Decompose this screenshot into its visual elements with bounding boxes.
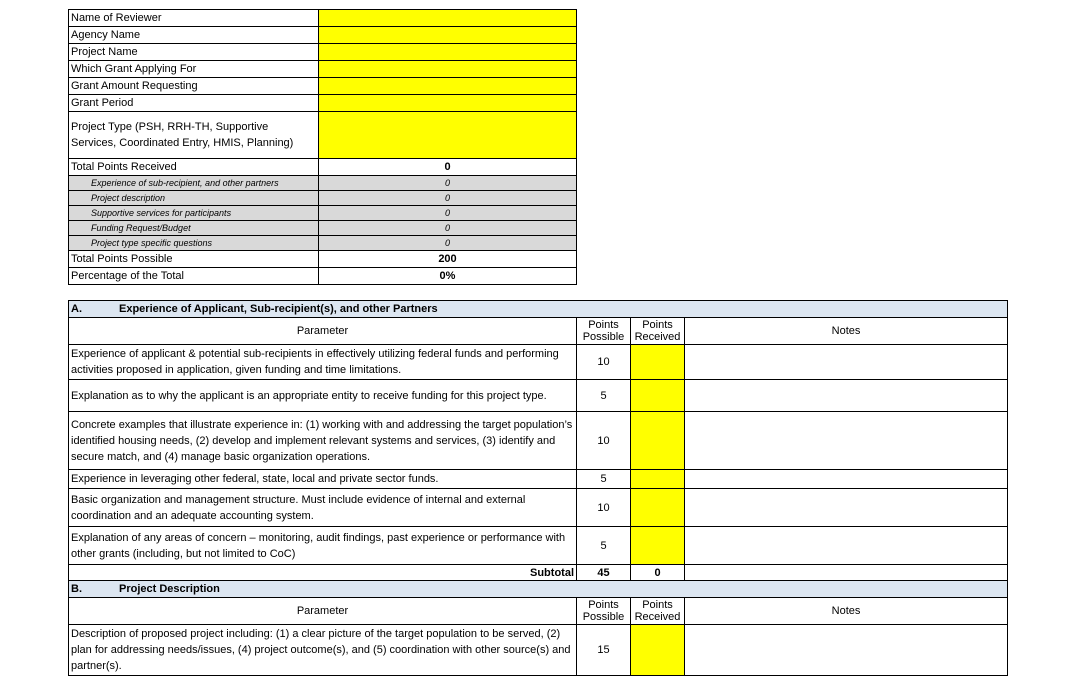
points-possible: 5 (577, 527, 631, 565)
breakdown-label: Supportive services for participants (69, 206, 319, 221)
field-label: Grant Amount Requesting (69, 78, 319, 95)
breakdown-row (69, 191, 577, 206)
subtotal-possible: 45 (577, 565, 631, 581)
column-header-row (69, 318, 1008, 345)
notes-input[interactable] (685, 489, 1008, 527)
notes-header: Notes (685, 598, 1008, 625)
field-label: Grant Period (69, 95, 319, 112)
points-possible-header: Points Possible (577, 318, 631, 345)
subtotal-received: 0 (631, 565, 685, 581)
notes-input[interactable] (685, 470, 1008, 489)
breakdown-value: 0 (319, 221, 577, 236)
criterion-text: Experience in leveraging other federal, state, local and private sector funds. (69, 470, 577, 489)
points-received-input[interactable] (631, 412, 685, 470)
breakdown-label: Experience of sub-recipient, and other partners (69, 176, 319, 191)
total-received-value: 0 (319, 159, 577, 176)
field-label: Project Name (69, 44, 319, 61)
project-name-field[interactable] (319, 44, 577, 61)
breakdown-row (69, 221, 577, 236)
section-letter: B. (71, 583, 82, 595)
notes-input[interactable] (685, 345, 1008, 380)
section-title: Experience of Applicant, Sub-recipient(s), and other Partners (119, 303, 438, 315)
subtotal-notes (685, 565, 1008, 581)
points-received-header: Points Received (631, 598, 685, 625)
summary-row-project-type (69, 112, 577, 159)
summary-row-reviewer (69, 10, 577, 27)
criterion-row (69, 527, 1008, 565)
total-possible-label: Total Points Possible (69, 251, 319, 268)
percentage-value: 0% (319, 268, 577, 285)
criterion-row (69, 489, 1008, 527)
breakdown-value: 0 (319, 176, 577, 191)
summary-row-grant (69, 61, 577, 78)
grant-period-field[interactable] (319, 95, 577, 112)
breakdown-value: 0 (319, 206, 577, 221)
summary-row-period (69, 95, 577, 112)
notes-input[interactable] (685, 412, 1008, 470)
percentage-label: Percentage of the Total (69, 268, 319, 285)
points-possible: 10 (577, 489, 631, 527)
summary-row-project (69, 44, 577, 61)
points-received-input[interactable] (631, 625, 685, 676)
section-letter: A. (71, 303, 82, 315)
points-received-input[interactable] (631, 470, 685, 489)
criterion-row (69, 380, 1008, 412)
breakdown-value: 0 (319, 236, 577, 251)
breakdown-row (69, 236, 577, 251)
field-label: Agency Name (69, 27, 319, 44)
criterion-text: Explanation of any areas of concern – monitoring, audit findings, past experience or performance with other grants (including, but not limited to CoC) (69, 527, 577, 565)
points-received-input[interactable] (631, 380, 685, 412)
summary-row-total-received (69, 159, 577, 176)
points-possible-header: Points Possible (577, 598, 631, 625)
points-received-input[interactable] (631, 527, 685, 565)
criterion-text: Experience of applicant & potential sub-recipients in effectively utilizing federal funds and performing activities proposed in application, given funding and time limitations. (69, 345, 577, 380)
breakdown-row (69, 176, 577, 191)
scoring-table (68, 300, 1008, 676)
summary-row-agency (69, 27, 577, 44)
points-possible: 5 (577, 470, 631, 489)
total-received-label: Total Points Received (69, 159, 319, 176)
column-header-row (69, 598, 1008, 625)
breakdown-row (69, 206, 577, 221)
breakdown-label: Funding Request/Budget (69, 221, 319, 236)
breakdown-value: 0 (319, 191, 577, 206)
criterion-row (69, 345, 1008, 380)
points-received-input[interactable] (631, 345, 685, 380)
summary-row-amount (69, 78, 577, 95)
points-possible: 5 (577, 380, 631, 412)
section-a-header (69, 301, 1008, 318)
criterion-text: Basic organization and management structure. Must include evidence of internal and external coordination and an adequate accounting system. (69, 489, 577, 527)
summary-row-percentage (69, 268, 577, 285)
notes-header: Notes (685, 318, 1008, 345)
breakdown-label: Project description (69, 191, 319, 206)
criterion-text: Explanation as to why the applicant is an appropriate entity to receive funding for this project type. (69, 380, 577, 412)
notes-input[interactable] (685, 527, 1008, 565)
section-title: Project Description (119, 583, 220, 595)
field-label: Name of Reviewer (69, 10, 319, 27)
criterion-row (69, 625, 1008, 676)
reviewer-name-field[interactable] (319, 10, 577, 27)
subtotal-row (69, 565, 1008, 581)
parameter-header: Parameter (69, 318, 577, 345)
criterion-row (69, 470, 1008, 489)
grant-amount-field[interactable] (319, 78, 577, 95)
points-possible: 15 (577, 625, 631, 676)
points-received-input[interactable] (631, 489, 685, 527)
field-label: Which Grant Applying For (69, 61, 319, 78)
section-b-header (69, 581, 1008, 598)
subtotal-label: Subtotal (69, 565, 577, 581)
total-possible-value: 200 (319, 251, 577, 268)
project-type-field[interactable] (319, 112, 577, 159)
notes-input[interactable] (685, 625, 1008, 676)
grant-applying-field[interactable] (319, 61, 577, 78)
points-possible: 10 (577, 412, 631, 470)
criterion-text: Description of proposed project including: (1) a clear picture of the target population to be served, (2) plan for addressing needs/issues, (4) project outcome(s), and (5) coordination with other source(s) and partner(s). (69, 625, 577, 676)
breakdown-label: Project type specific questions (69, 236, 319, 251)
field-label: Project Type (PSH, RRH-TH, Supportive Services, Coordinated Entry, HMIS, Planning) (69, 112, 319, 159)
parameter-header: Parameter (69, 598, 577, 625)
notes-input[interactable] (685, 380, 1008, 412)
summary-row-total-possible (69, 251, 577, 268)
points-possible: 10 (577, 345, 631, 380)
agency-name-field[interactable] (319, 27, 577, 44)
criterion-text: Concrete examples that illustrate experience in: (1) working with and addressing the target population’s identified housing needs, (2) develop and implement relevant systems and services, (3) identify and secure match, and (4) manage basic organization operations. (69, 412, 577, 470)
points-received-header: Points Received (631, 318, 685, 345)
review-summary-table (68, 9, 577, 285)
criterion-row (69, 412, 1008, 470)
